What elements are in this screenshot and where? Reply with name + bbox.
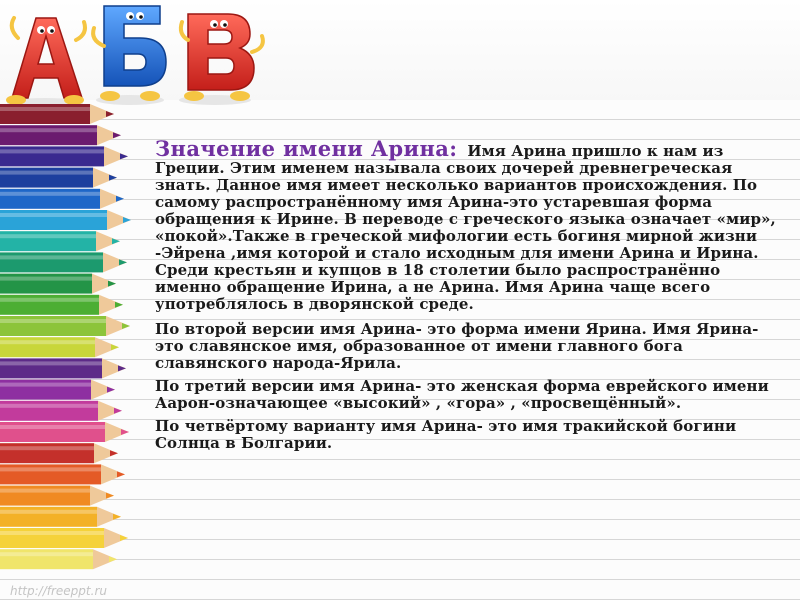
paragraph-4: По четвёртому варианту имя Арина- это имя тракийской богини Солнца в Болгарии. <box>155 417 737 452</box>
pencil <box>0 464 125 484</box>
pencil <box>0 274 116 294</box>
pencil <box>0 337 119 357</box>
pencil <box>0 380 115 400</box>
heading: Значение имени Арина: <box>155 136 458 161</box>
pencil <box>0 295 123 315</box>
letter-a-icon <box>6 18 85 108</box>
pencil <box>0 231 120 251</box>
cartoon-abv-letters-icon <box>0 0 280 110</box>
pencil <box>0 189 124 209</box>
pencil <box>0 507 121 527</box>
pencil <box>0 252 127 272</box>
pencil <box>0 528 128 548</box>
paragraph-1 <box>155 136 780 313</box>
text-content <box>155 136 780 458</box>
pencil <box>0 146 128 166</box>
paragraph-3: По третий версии имя Арина- это женская форма еврейского имени Аарон-означающее «высокий» , «гора» , «просвещённый». <box>155 377 769 412</box>
pencil <box>0 125 121 145</box>
pencil <box>0 443 118 463</box>
colored-pencils-icon <box>0 100 150 590</box>
paragraph-1-text: Имя Арина пришло к нам из Греции. Этим именем называла своих дочерей древнегреческая знать. Данное имя имеет несколько вариантов происхождения. По самому распространённому имя Арина-это устаревшая форма обращения к Ирине. В переводе с греческого языка означает «мир», «покой».Также в греческой мифологии есть богиня мирной жизни -Эйрена ,имя которой и стало исходным для имени Арина и Ирина. Среди крестьян и купцов в 18 столетии было распространённо именно обращение Ирина, а не Арина. Имя Арина чаще всего употреблялось в дворянской среде. <box>155 142 776 313</box>
pencil <box>0 316 130 336</box>
pencil <box>0 401 122 421</box>
pencil <box>0 422 129 442</box>
pencil <box>0 104 114 124</box>
pencil <box>0 210 131 230</box>
paragraph-2: По второй версии имя Арина- это форма имени Ярина. Имя Ярина-это славянское имя, образованное от имени главного бога славянского народа-Ярила. <box>155 320 759 372</box>
pencil <box>0 358 126 378</box>
pencil <box>0 168 117 188</box>
pencil <box>0 549 117 569</box>
letter-b-icon <box>93 6 166 105</box>
letter-v-icon <box>179 14 263 105</box>
pencil <box>0 486 114 506</box>
watermark: http://freeppt.ru <box>10 584 107 598</box>
